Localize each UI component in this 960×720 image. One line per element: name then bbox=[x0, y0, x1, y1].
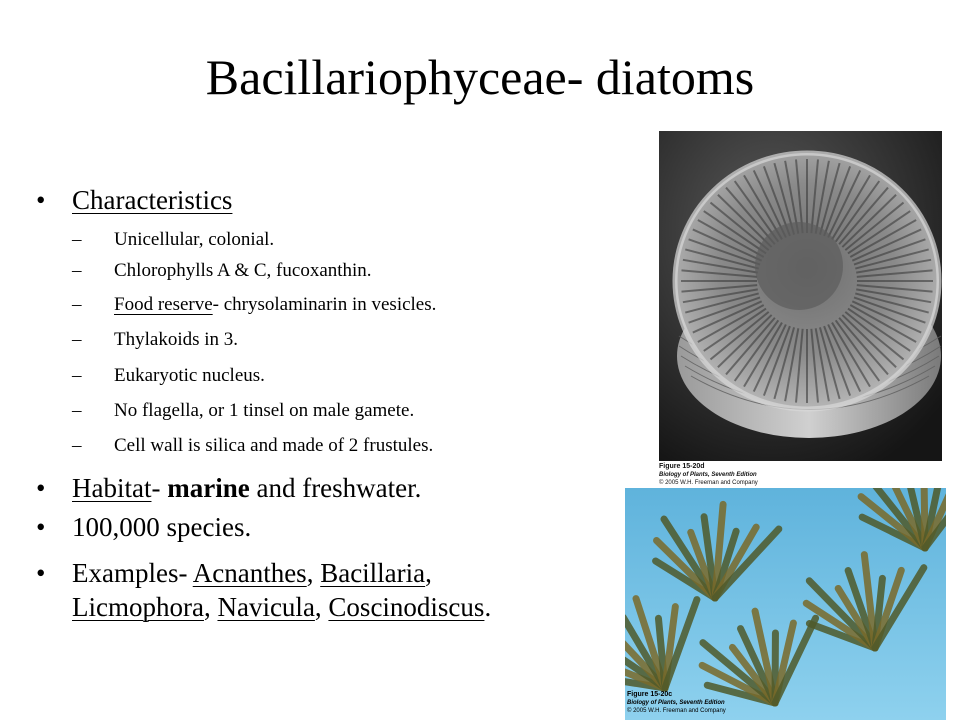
comma: , bbox=[203, 592, 218, 622]
habitat-link[interactable]: Habitat bbox=[72, 473, 152, 503]
habitat-rest: and freshwater. bbox=[249, 473, 422, 503]
example-link-acnanthes[interactable]: Acnanthes bbox=[192, 558, 307, 588]
dash-glyph: – bbox=[72, 400, 82, 421]
habitat-marine: marine bbox=[167, 473, 250, 503]
sub-item-text: Unicellular, colonial. bbox=[114, 229, 275, 250]
dash-glyph: – bbox=[72, 294, 82, 315]
sub-item-text bbox=[114, 293, 436, 317]
sub-item-text: Cell wall is silica and made of 2 frustules. bbox=[114, 435, 434, 456]
example-link-bacillaria[interactable]: Bacillaria bbox=[320, 558, 426, 588]
examples-line-1 bbox=[72, 556, 432, 590]
dash-glyph: – bbox=[72, 329, 82, 350]
habitat-sep: - bbox=[151, 473, 168, 503]
bullet-glyph: • bbox=[36, 473, 46, 503]
sub-item-text: Thylakoids in 3. bbox=[114, 329, 239, 350]
figure-2-copyright: © 2005 W.H. Freeman and Company bbox=[627, 708, 726, 714]
comma: , bbox=[306, 558, 321, 588]
dash-glyph: – bbox=[72, 260, 82, 281]
habitat-text bbox=[72, 471, 421, 505]
diatom-sem-illustration bbox=[659, 131, 942, 461]
example-link-navicula[interactable]: Navicula bbox=[217, 592, 315, 622]
dash-glyph: – bbox=[72, 365, 82, 386]
sub-item-text: No flagella, or 1 tinsel on male gamete. bbox=[114, 400, 415, 421]
characteristics-link[interactable]: Characteristics bbox=[72, 185, 233, 215]
end-period: . bbox=[484, 592, 492, 622]
figure-1-copyright: © 2005 W.H. Freeman and Company bbox=[659, 480, 758, 486]
food-reserve-text: - chrysolaminarin in vesicles. bbox=[212, 294, 437, 315]
bullet-glyph: • bbox=[36, 512, 46, 542]
figure-1-book: Biology of Plants, Seventh Edition bbox=[659, 472, 757, 478]
example-link-coscinodiscus[interactable]: Coscinodiscus bbox=[328, 592, 485, 622]
diatom-colony-photo bbox=[625, 488, 946, 720]
examples-label: Examples- bbox=[72, 558, 193, 588]
figure-2-book: Biology of Plants, Seventh Edition bbox=[627, 700, 725, 706]
species-text: 100,000 species. bbox=[72, 512, 252, 542]
comma: , bbox=[425, 558, 432, 588]
diatom-colony-illustration bbox=[625, 488, 946, 720]
food-reserve-link[interactable]: Food reserve bbox=[114, 294, 213, 315]
figure-caption-1 bbox=[659, 462, 942, 487]
bullet-glyph: • bbox=[36, 558, 46, 588]
figure-1-id: Figure 15-20d bbox=[659, 463, 705, 470]
dash-glyph: – bbox=[72, 435, 82, 456]
sub-item-text: Eukaryotic nucleus. bbox=[114, 365, 265, 386]
slide-title: Bacillariophyceae- diatoms bbox=[205, 49, 755, 105]
dash-glyph: – bbox=[72, 229, 82, 250]
diatom-sem-photo bbox=[659, 131, 942, 461]
bullet-glyph: • bbox=[36, 185, 46, 215]
examples-line-2 bbox=[72, 590, 491, 624]
figure-2-id: Figure 15-20c bbox=[627, 691, 673, 698]
sub-item-text: Chlorophylls A & C, fucoxanthin. bbox=[114, 260, 372, 281]
comma: , bbox=[314, 592, 329, 622]
example-link-licmophora[interactable]: Licmophora bbox=[72, 592, 204, 622]
figure-caption-2 bbox=[627, 690, 827, 715]
